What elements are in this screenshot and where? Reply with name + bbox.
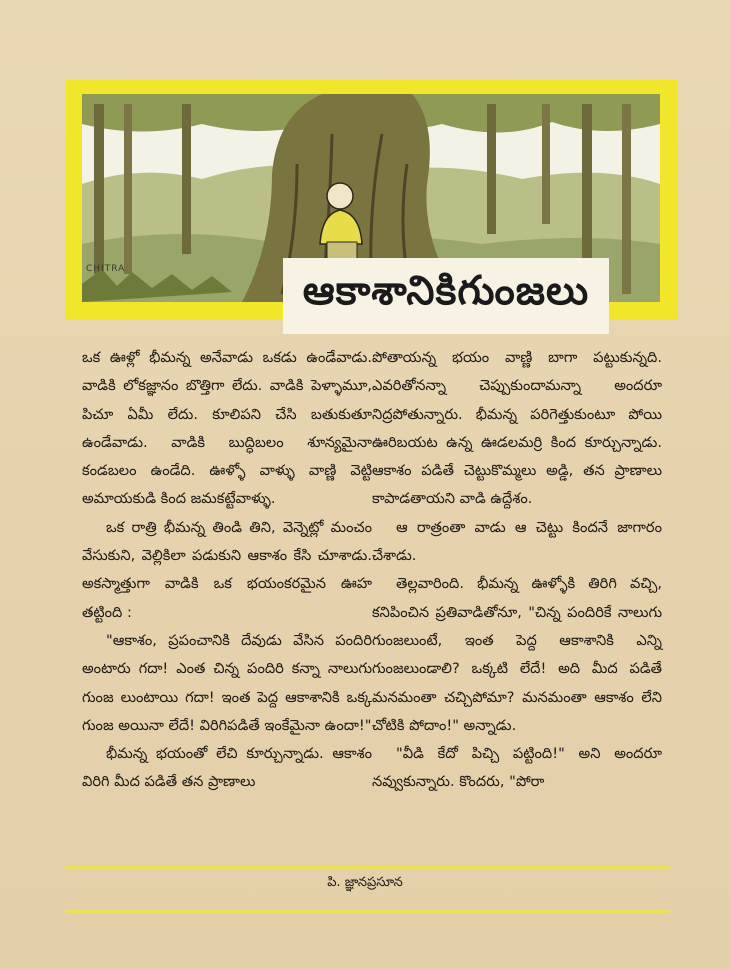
paragraph: ఒక రాత్రి భీమన్న తిండి తిని, వెన్నెట్లో మంచం వేసుకుని, వెల్లికిలా పడుకుని ఆకాశం కేసి చూశాడు. అకస్మాత్తుగా వాడికి ఒక భయంకరమైన ఊహ తట్టింది : — [82, 518, 372, 621]
title-box — [283, 258, 609, 334]
illustrator-signature: CHITRA — [86, 264, 126, 274]
paragraph: పోతాయన్న భయం వాణ్ణి బాగా పట్టుకున్నది. ఎవరితోనన్నా చెప్పుకుందామన్నా అందరూ నిద్రపోతున్నారు. భీమన్న పరిగెత్తుకుంటూ పోయి ఊరిబయట ఉన్న ఊడలమర్రి కింద కూర్చున్నాడు. ఆకాశం పడితే చెట్టుకొమ్మలు అడ్డి, తన ప్రాణాలు కాపాడతాయని వాడి ఉద్దేశం. — [372, 349, 662, 508]
paragraph: ఆ రాత్రంతా వాడు ఆ చెట్టు కిందనే జాగారం చేశాడు. — [372, 518, 662, 565]
left-column — [82, 344, 372, 797]
story-title: ఆకాశానికిగుంజలు — [302, 268, 590, 314]
author-byline: పి. జ్ఞానప్రసూన — [327, 875, 403, 890]
paragraph: "ఆకాశం, ప్రపంచానికి దేవుడు వేసిన పందిరి అంటారు గదా! ఎంత చిన్న పందిరి కన్నా నాలుగు గుంజ లుంటాయి గదా! ఇంత పెద్ద ఆకాశానికి ఒక్క గుంజ అయినా లేదే! విరిగిపడితే ఇంకేమైనా ఉందా!" — [82, 631, 372, 734]
paragraph: భీమన్న భయంతో లేచి కూర్చున్నాడు. ఆకాశం విరిగి మీద పడితే తన ప్రాణాలు — [82, 745, 372, 791]
bottom-divider — [66, 910, 670, 913]
paragraph: ఒక ఊళ్లో భీమన్న అనేవాడు ఒకడు ఉండేవాడు. వాడికి లోకజ్ఞానం బొత్తిగా లేదు. వాడికి పెళ్ళామూ, పిచూ ఏమీ లేదు. కూలిపని చేసి బతుకుతూ ఉండేవాడు. వాడికి బుద్ధిబలం శూన్యమైనా కండబలం ఉండేది. ఊళ్ళో వాళ్ళు వాణ్ణి వెట్టి అమాయకుడి కింద జమకట్టేవాళ్ళు. — [82, 349, 372, 508]
top-divider — [66, 866, 670, 869]
right-column — [372, 344, 662, 797]
paragraph: "వీడి కేదో పిచ్చి పట్టింది!" అని అందరూ నవ్వుకున్నారు. కొందరు, "పోరా — [372, 745, 662, 791]
paragraph: తెల్లవారింది. భీమన్న ఊళ్ళోకి తిరిగి వచ్చి, కనిపించిన ప్రతివాడితోనూ, "చిన్న పందిరికే నాలుగు గుంజలుంటే, ఇంత పెద్ద ఆకాశానికి ఎన్ని గుంజలుండాలి? ఒక్కటి లేదే! అది మీద పడితే మనమంతా చచ్చిపోమా? మనమంతా ఆకాశం లేని చోటికి పోదాం!" అన్నాడు. — [372, 575, 662, 734]
